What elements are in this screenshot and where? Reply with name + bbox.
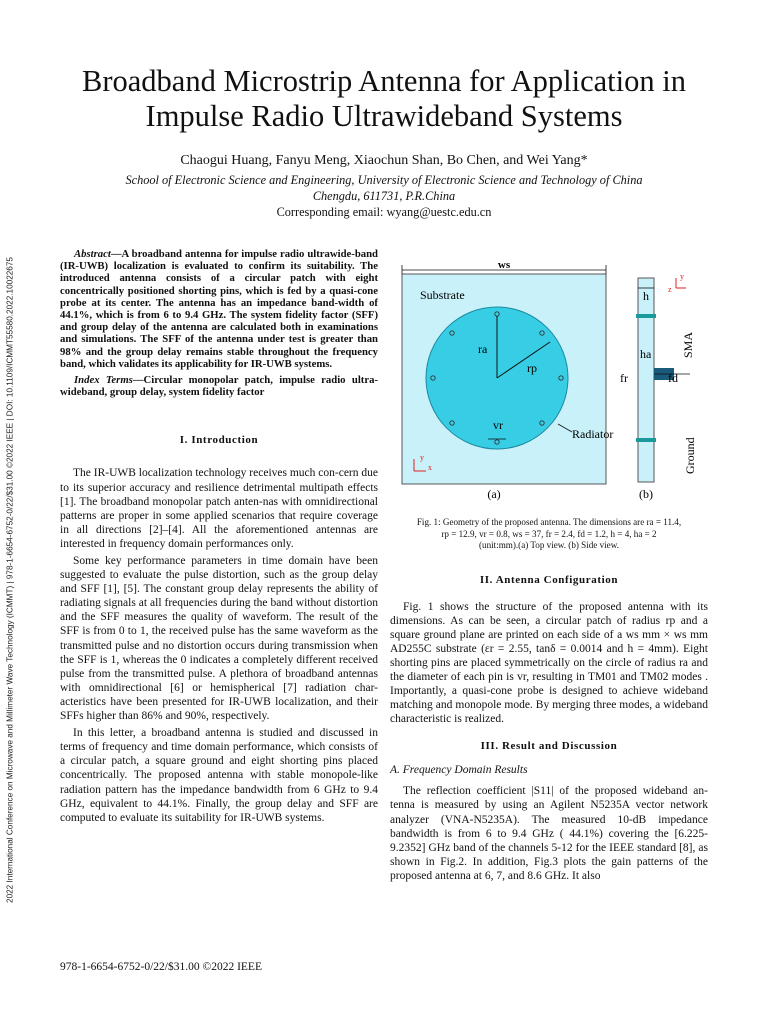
section-1-paragraph-3: In this letter, a broadband antenna is studied and discussed in terms of frequency and time domain performance, which consists of a circular patch, a square ground and eight shorting pins placed concentrically. The proposed antenna with stable monopole-like radiation pattern has the impedance bandwidth from 6 GHz to 9.4 GHz, equivalent to 44.1%. Finally, the group delay and SFF are computed to evaluate its suitability for IR-UWB systems. <box>60 727 378 824</box>
abstract-label: Abstract <box>74 248 111 260</box>
label-sma: SMA <box>681 331 695 358</box>
label-radiator: Radiator <box>572 427 614 441</box>
affiliation-line-2: Chengdu, 611731, P.R.China <box>312 189 456 203</box>
figure-1 <box>390 250 708 505</box>
sidebar-citation-text: 2022 International Conference on Microwave and Millimeter Wave Technology (ICMMT) | 978-1-6654-6752-0/22/$31.00 ©2022 IEEE | DOI: 10.1109/ICMMT55580.2022.10022675 <box>5 257 15 903</box>
section-3-paragraph: The reflection coefficient |S11| of the proposed wideband an-tenna is measured by using an Agilent N5235A vector network analyzer (VNA-N5235A). The measured 10-dB impedance bandwidth is from 6 to 9.4 GHz ( 44.1%) covering the [6.225-9.2352] GHz band of the channels 5-12 for the IEEE standard [8], as shown in Fig.2. In addition, Fig.3 plots the gain patterns of the proposed antenna at 6, 7, and 8.6 GHz. It also <box>390 785 708 882</box>
authors: Chaogui Huang, Fanyu Meng, Xiaochun Shan, Bo Chen, and Wei Yang* <box>180 153 588 168</box>
affiliation-line-1: School of Electronic Science and Engineering, University of Electronic Science and Technology of China <box>125 173 643 187</box>
label-ha: ha <box>640 347 652 361</box>
abstract <box>60 248 378 370</box>
label-vr: vr <box>493 418 503 432</box>
index-terms <box>60 374 378 398</box>
side-substrate <box>638 278 654 482</box>
index-terms-label: Index Terms <box>74 374 133 387</box>
axis-y-top-view: y <box>420 453 424 462</box>
title-line-2: Impulse Radio Ultrawideband Systems <box>145 99 623 133</box>
section-3-heading: III. Result and Discussion <box>480 740 618 753</box>
section-3a-heading: A. Frequency Domain Results <box>390 764 528 777</box>
figure-1a-top-view <box>402 259 613 484</box>
label-ws: ws <box>497 259 511 271</box>
side-radiator-strip <box>636 314 656 318</box>
section-2-heading: II. Antenna Configuration <box>479 573 619 586</box>
section-1-paragraph-1: The IR-UWB localization technology receives much con-cern due to its superior accuracy and resilience detrimental multipath effects [1]. The broadband monopolar patch anten-nas with omnidirectional patterns are proper in some applied scenarios that require coverage in all directions [2]–[4]. All the aforementioned antennas are interested in frequency domain performances only. <box>60 467 378 550</box>
index-terms-text: —Circular monopolar patch, impulse radio ultra-wideband, group delay, system fidelity factor <box>60 374 378 399</box>
right-column <box>390 250 708 886</box>
section-1-paragraph-2: Some key performance parameters in time domain have been suggested to evaluate the pulse distortion, such as the group delay and SFF [1], [5]. The constant group delay represents the ability of radiating signals at all frequencies during the band without distortion and the SFF measures the quality of waveform. The result of the SFF is from 0 to 1, the received pulse has the same waveform as the transmitted pulse and no distortion occurs during transmission when the SFF is 1, whereas the 0 indicates a completely different received pulse from the transmitted pulse. A plethora of broadband antennas with omnidirectional [6] or hemispherical [7] radiation char-acteristics have been presented for IR-UWB localization, and their SFFs higher than 86% and 90%, respectively. <box>60 555 378 723</box>
label-ra: ra <box>478 342 488 356</box>
label-fr: fr <box>620 371 628 385</box>
side-ground-strip <box>636 438 656 442</box>
label-rp: rp <box>527 361 537 375</box>
paper-title <box>40 64 728 134</box>
label-h: h <box>643 289 649 303</box>
axis-x-top-view: x <box>428 463 432 472</box>
left-column <box>60 248 378 828</box>
section-2-paragraph: Fig. 1 shows the structure of the proposed antenna with its dimensions. As can be seen, a circular patch of radius rp and a square ground plane are printed on each side of a ws mm × ws mm AD255C substrate (εr = 2.55, tanδ = 0.0014 and h = 4mm). Eight shorting pins are placed symmetrically on the circle of radius ra and the diameter of each pin is vr, resulting in TM01 and TM02 modes . Importantly, a quasi-cone probe is designed to achieve wideband matching and monopole mode. By merging three modes, a wideband characteristic is realized. <box>390 600 708 726</box>
sidebar-citation <box>4 190 16 970</box>
section-1-heading: I. Introduction <box>179 434 259 447</box>
label-ground: Ground <box>683 437 697 474</box>
title-line-1: Broadband Microstrip Antenna for Application in <box>82 64 686 98</box>
figure-1b-side-view <box>620 272 697 482</box>
subfigure-label-a: (a) <box>487 487 501 501</box>
corresponding-email: Corresponding email: wyang@uestc.edu.cn <box>276 205 492 219</box>
abstract-text: —A broadband antenna for impulse radio ultrawide-band (IR-UWB) localization is evaluated to confirm its suitability. The introduced antenna consists of a circular patch with eight concentrically positioned shorting pins, which is fed by a quasi-cone probe at its center. The antenna has an impedance band-width of 44.1%, which is from 6 to 9.4 GHz. The system fidelity factor (SFF) and group delay of the antenna are calculated both in examinations and simulations. The SFF of the antenna under test is greater than 98% and the group delay remains stable throughout the frequency band, which validates its applicability for IR-UWB systems. <box>60 248 378 370</box>
label-fd: fd <box>668 371 678 385</box>
figure-1-caption <box>390 517 708 552</box>
caption-line-3: (unit:mm).(a) Top view. (b) Side view. <box>479 540 619 550</box>
axis-z-side-view: z <box>668 285 672 294</box>
caption-line-2: rp = 12.9, vr = 0.8, ws = 37, fr = 2.4, fd = 1.2, h = 4, ha = 2 <box>441 528 657 539</box>
subfigure-label-b: (b) <box>639 487 653 501</box>
footer-copyright: 978-1-6654-6752-0/22/$31.00 ©2022 IEEE <box>60 961 262 973</box>
label-substrate: Substrate <box>420 288 465 302</box>
caption-line-1: Fig. 1: Geometry of the proposed antenna. The dimensions are ra = 11.4, <box>416 517 682 527</box>
axis-y-side-view: y <box>680 272 684 281</box>
